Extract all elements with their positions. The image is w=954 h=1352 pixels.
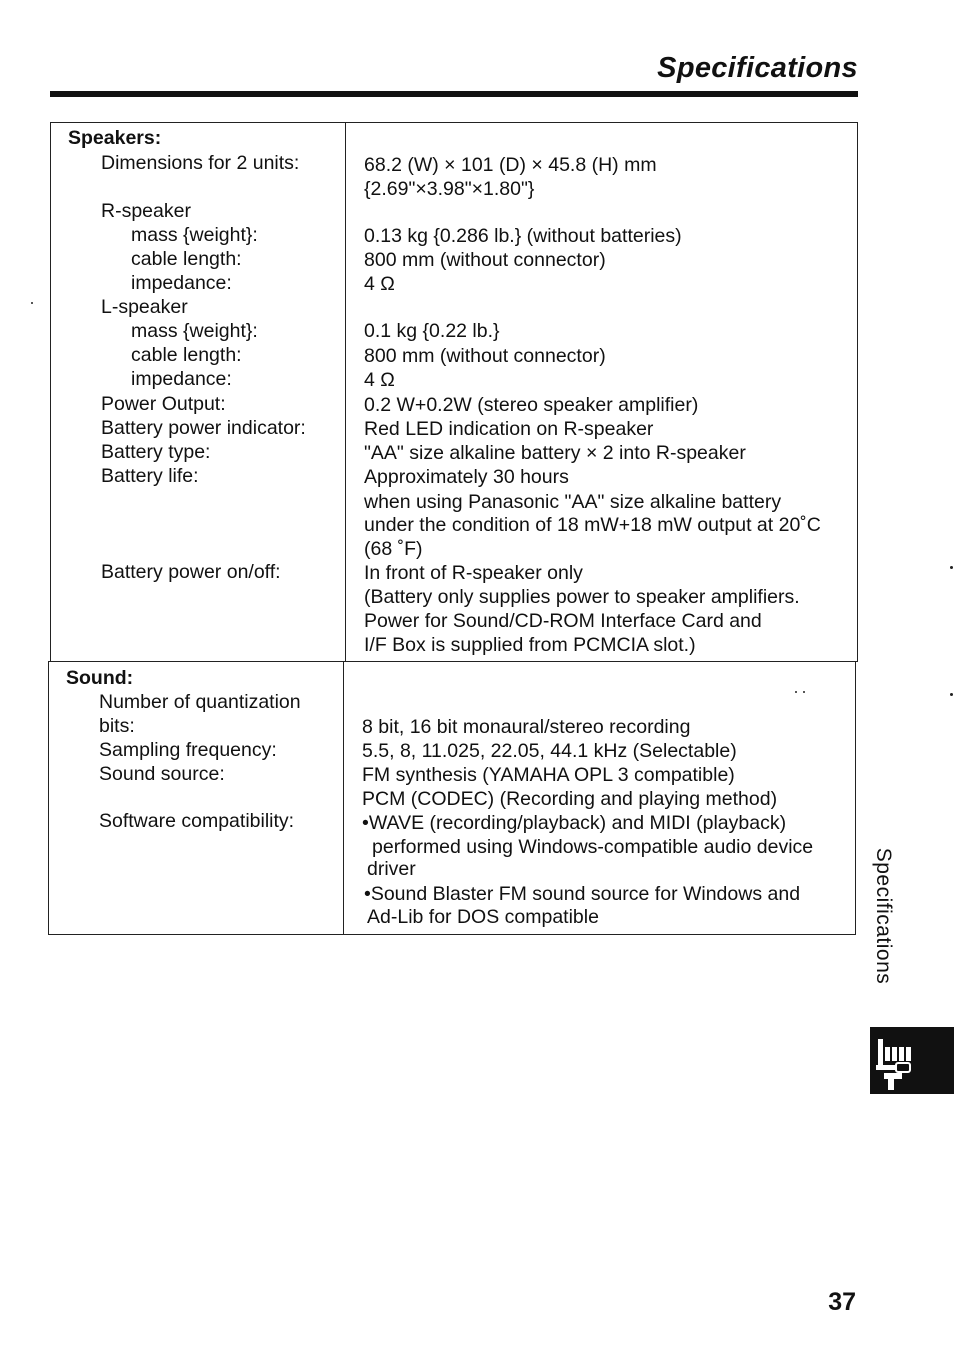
side-tab-label: Specifications xyxy=(872,847,895,985)
sound-heading: Sound: xyxy=(66,667,134,689)
spec-label: bits: xyxy=(99,715,135,737)
spec-label: impedance: xyxy=(131,272,232,294)
spec-value: (68 ˚F) xyxy=(364,538,423,560)
spec-label: Battery type: xyxy=(101,441,211,463)
spec-value: FM synthesis (YAMAHA OPL 3 compatible) xyxy=(362,764,735,786)
speakers-heading: Speakers: xyxy=(68,127,162,149)
scan-speck xyxy=(803,691,805,693)
spec-value: 5.5, 8, 11.025, 22.05, 44.1 kHz (Selectable) xyxy=(362,740,737,762)
spec-value: 800 mm (without connector) xyxy=(364,345,606,367)
scan-speck xyxy=(950,566,953,569)
scan-speck xyxy=(795,691,797,693)
page-title: Specifications xyxy=(657,52,858,84)
scan-speck xyxy=(31,302,33,304)
spec-label: Dimensions for 2 units: xyxy=(101,152,300,174)
spec-label: R-speaker xyxy=(101,200,191,222)
spec-value: In front of R-speaker only xyxy=(364,562,583,584)
spec-value: when using Panasonic "AA" size alkaline battery xyxy=(364,491,782,513)
spec-value: "AA" size alkaline battery × 2 into R-speaker xyxy=(364,442,746,464)
spec-label: Sampling frequency: xyxy=(99,739,277,761)
spec-label: Battery life: xyxy=(101,465,199,487)
spec-value: {2.69"×3.98"×1.80"} xyxy=(364,178,535,200)
spec-label: cable length: xyxy=(131,248,242,270)
spec-value: 0.2 W+0.2W (stereo speaker amplifier) xyxy=(364,394,699,416)
spec-label: Battery power on/off: xyxy=(101,561,281,583)
spec-label: L-speaker xyxy=(101,296,188,318)
sound-column-divider xyxy=(343,662,344,934)
spec-value: 0.1 kg {0.22 lb.} xyxy=(364,320,500,342)
spec-value: (Battery only supplies power to speaker amplifiers. xyxy=(364,586,800,608)
spec-value: Approximately 30 hours xyxy=(364,466,569,488)
spec-label: impedance: xyxy=(131,368,232,390)
spec-value: I/F Box is supplied from PCMCIA slot.) xyxy=(364,634,696,656)
spec-value: •Sound Blaster FM sound source for Windows and xyxy=(364,883,801,905)
spec-value: Ad-Lib for DOS compatible xyxy=(367,906,599,928)
spec-value: Power for Sound/CD-ROM Interface Card and xyxy=(364,610,762,632)
spec-value: driver xyxy=(367,858,416,880)
spec-value: performed using Windows-compatible audio device xyxy=(372,836,814,858)
spec-value: 68.2 (W) × 101 (D) × 45.8 (H) mm xyxy=(364,154,657,176)
spec-value: Red LED indication on R-speaker xyxy=(364,418,654,440)
spec-label: mass {weight}: xyxy=(131,320,258,342)
header-rule xyxy=(50,91,858,97)
side-tab xyxy=(863,836,903,996)
spec-value: •WAVE (recording/playback) and MIDI (playback) xyxy=(362,812,787,834)
spec-value: under the condition of 18 mW+18 mW output at 20˚C xyxy=(364,514,821,536)
spec-label: cable length: xyxy=(131,344,242,366)
spec-value: PCM (CODEC) (Recording and playing method) xyxy=(362,788,778,810)
spec-label: Battery power indicator: xyxy=(101,417,306,439)
speakers-column-divider xyxy=(345,123,346,661)
pointing-hand-icon xyxy=(870,1027,954,1094)
spec-label: Power Output: xyxy=(101,393,226,415)
spec-label: Number of quantization xyxy=(99,691,301,713)
spec-value: 8 bit, 16 bit monaural/stereo recording xyxy=(362,716,691,738)
scan-speck xyxy=(950,693,953,696)
spec-value: 4 Ω xyxy=(364,369,395,391)
spec-value: 800 mm (without connector) xyxy=(364,249,606,271)
page-number: 37 xyxy=(828,1288,856,1316)
spec-value: 0.13 kg {0.286 lb.} (without batteries) xyxy=(364,225,682,247)
spec-value: 4 Ω xyxy=(364,273,395,295)
spec-label: Sound source: xyxy=(99,763,225,785)
spec-label: Software compatibility: xyxy=(99,810,295,832)
spec-label: mass {weight}: xyxy=(131,224,258,246)
